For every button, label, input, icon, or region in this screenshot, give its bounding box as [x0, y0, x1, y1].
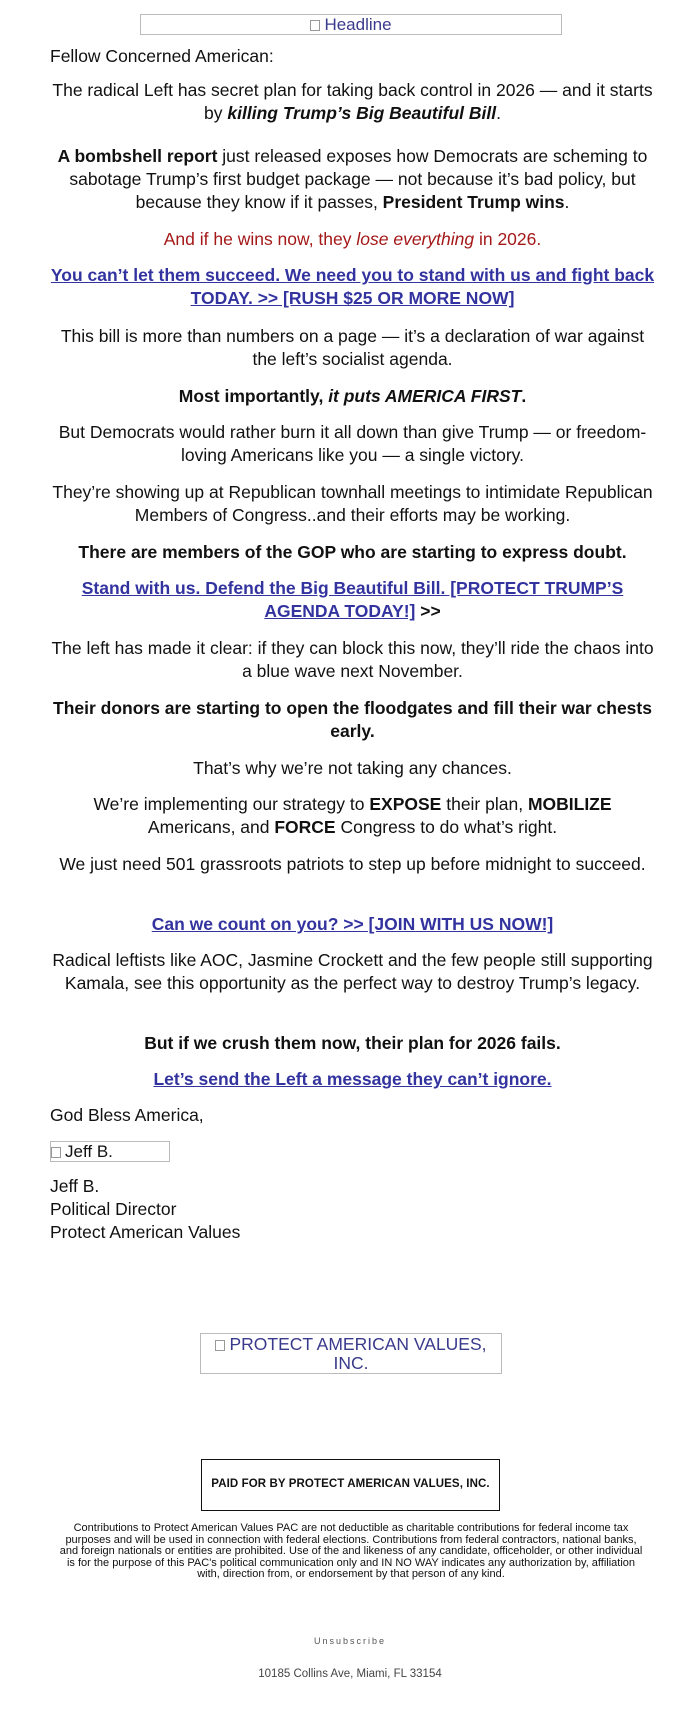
crush-paragraph: But if we crush them now, their plan for 2026 fails.	[144, 1033, 561, 1053]
broken-image-icon	[51, 1147, 61, 1158]
signer-name: Jeff B.	[50, 1176, 100, 1196]
mailing-address: 10185 Collins Ave, Miami, FL 33154	[258, 1668, 442, 1680]
report-paragraph: A bombshell report just released exposes how Democrats are scheming to sabotage Trump’s first budget package — not because it’s bad policy, but because they know if it passes, President Trump wins.	[57, 146, 648, 212]
headline-image-alt: Headline	[324, 15, 392, 34]
broken-image-icon	[215, 1340, 225, 1351]
america-first-paragraph: Most importantly, it puts AMERICA FIRST.	[178, 386, 527, 406]
protect-agenda-link[interactable]: Stand with us. Defend the Big Beautiful Bill. [PROTECT TRUMP’S AGENDA TODAY!]	[81, 578, 624, 621]
donate-link-rush-25[interactable]: You can’t let them succeed. We need you to stand with us and fight back TODAY. >> [RUSH $25 OR MORE NOW]	[50, 265, 655, 308]
townhall-paragraph: They’re showing up at Republican townhall meetings to intimidate Republican Members of Congress..and their efforts may be working.	[52, 482, 653, 525]
footer-logo-image[interactable]	[200, 1333, 502, 1374]
paid-for-box: PAID FOR BY PROTECT AMERICAN VALUES, INC.	[201, 1459, 500, 1511]
no-chances-paragraph: That’s why we’re not taking any chances.	[193, 758, 512, 778]
donors-paragraph: Their donors are starting to open the floodgates and fill their war chests early.	[53, 698, 652, 741]
gop-doubt-paragraph: There are members of the GOP who are starting to express doubt.	[78, 542, 627, 562]
signer-title: Political Director	[50, 1199, 177, 1219]
signature-image-alt: Jeff B.	[65, 1142, 113, 1161]
cta-paragraph-4	[50, 1068, 655, 1091]
patriots-paragraph: We just need 501 grassroots patriots to step up before midnight to succeed.	[59, 854, 646, 874]
strategy-paragraph: We’re implementing our strategy to EXPOSE their plan, MOBILIZE Americans, and FORCE Congress to do what’s right.	[93, 794, 612, 837]
bill-paragraph: This bill is more than numbers on a page — it’s a declaration of war against the left’s socialist agenda.	[60, 326, 645, 369]
signature-image	[50, 1141, 170, 1162]
greeting: Fellow Concerned American:	[50, 46, 274, 66]
closing: God Bless America,	[50, 1105, 204, 1125]
signer-organization: Protect American Values	[50, 1222, 241, 1242]
warning-paragraph: And if he wins now, they lose everything in 2026.	[163, 229, 542, 249]
unsubscribe-link[interactable]: Unsubscribe	[313, 1636, 387, 1646]
emphasis-text: killing Trump’s Big Beautiful Bill	[227, 103, 497, 123]
cta-paragraph-3	[50, 913, 655, 936]
cta-paragraph-2: Stand with us. Defend the Big Beautiful Bill. [PROTECT TRUMP’S AGENDA TODAY!] >>	[81, 578, 624, 621]
cta-paragraph-1	[50, 264, 655, 310]
legal-disclaimer: Contributions to Protect American Values PAC are not deductible as charitable contributions for federal income tax purposes and will be used in connection with federal elections. Contributions from federal contractors, national banks, and foreign nationals or entities are prohibited. Use of the and likeness of any candidate, officeholder, or other individual is for the purpose of this PAC's political communication only and IN NO WAY indicates any authorization by, affiliation with, direction from, or endorsement by that person of any kind.	[59, 1522, 643, 1580]
headline-image[interactable]	[140, 14, 562, 35]
leftists-paragraph: Radical leftists like AOC, Jasmine Crockett and the few people still supporting Kamala, see this opportunity as the perfect way to destroy Trump’s legacy.	[52, 950, 653, 993]
intro-paragraph: The radical Left has secret plan for taking back control in 2026 — and it starts by killing Trump’s Big Beautiful Bill.	[52, 80, 653, 123]
broken-image-icon	[310, 20, 320, 31]
join-us-link[interactable]: Can we count on you? >> [JOIN WITH US NOW!]	[151, 914, 554, 934]
blue-wave-paragraph: The left has made it clear: if they can block this now, they’ll ride the chaos into a blue wave next November.	[51, 638, 654, 681]
send-message-link[interactable]: Let’s send the Left a message they can’t ignore.	[153, 1069, 552, 1089]
footer-logo-alt: PROTECT AMERICAN VALUES, INC.	[229, 1334, 487, 1373]
democrats-paragraph: But Democrats would rather burn it all down than give Trump — or freedom-loving Americans like you — a single victory.	[58, 422, 647, 465]
